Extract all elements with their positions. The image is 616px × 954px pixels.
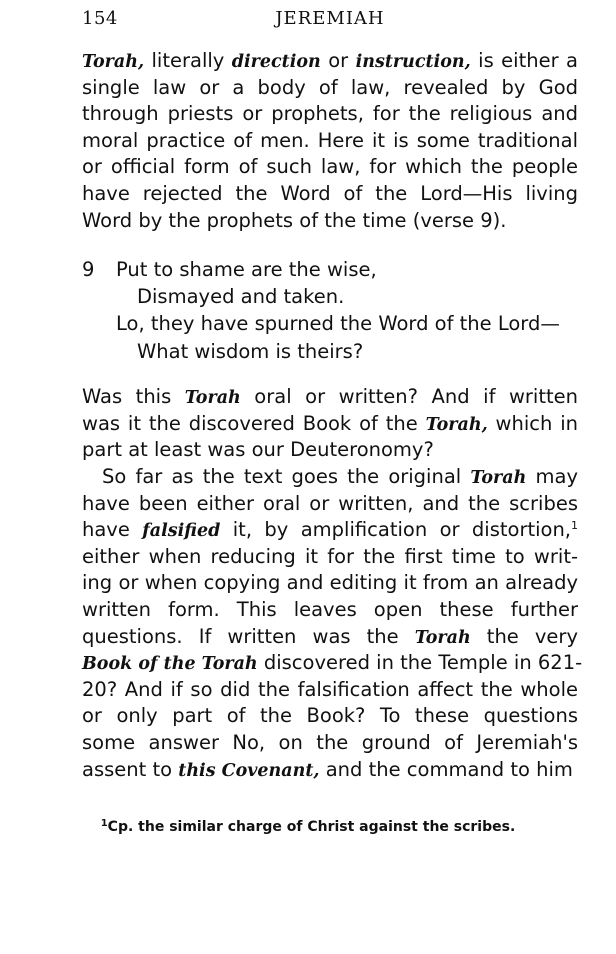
text-line bbox=[82, 650, 583, 677]
text-line bbox=[82, 517, 578, 544]
text-line bbox=[82, 75, 578, 102]
text-run: literally bbox=[144, 49, 232, 72]
footnote-mark: 1 bbox=[100, 818, 108, 829]
footnote-reference: 1 bbox=[571, 519, 579, 533]
text-run: may bbox=[526, 465, 578, 488]
verse-9-quotation bbox=[82, 256, 578, 365]
text-line bbox=[82, 677, 578, 704]
text-line bbox=[82, 48, 578, 75]
text-line bbox=[82, 411, 578, 438]
text-run: questions. If written was the bbox=[82, 624, 415, 648]
verse-line: What wisdom is theirs? bbox=[137, 339, 364, 363]
text-run: oral or written? And if written bbox=[240, 385, 578, 408]
text-run: it, by amplification or distortion, bbox=[220, 518, 572, 542]
text-run: either when reducing it for the first time to writ- bbox=[82, 544, 578, 568]
italic-term: Book of the Torah bbox=[82, 654, 258, 675]
text-run: assent to bbox=[82, 757, 179, 781]
text-run: the very bbox=[470, 624, 578, 648]
text-run: single law or a body of law, revealed by God bbox=[82, 75, 578, 99]
text-line bbox=[82, 544, 578, 571]
text-run: have been either oral or written, and the scribes bbox=[82, 491, 578, 515]
text-line bbox=[82, 597, 578, 624]
text-run: So far as the text goes the original bbox=[102, 465, 471, 488]
text-line bbox=[82, 730, 578, 757]
text-run: Was this bbox=[82, 385, 185, 408]
text-line bbox=[82, 570, 578, 597]
text-line bbox=[82, 437, 578, 464]
text-run: 20? And if so did the falsification affect the whole bbox=[82, 677, 578, 701]
footnote-text: Cp. the similar charge of Christ against the scribes. bbox=[107, 819, 516, 835]
italic-term: Torah bbox=[414, 627, 471, 648]
paragraph-oral-or-written bbox=[82, 384, 578, 464]
verse-line: Dismayed and taken. bbox=[137, 285, 345, 309]
verse-number: 9 bbox=[82, 258, 95, 281]
italic-term: falsified bbox=[142, 521, 221, 542]
page-header bbox=[82, 8, 578, 34]
verse-line bbox=[82, 256, 578, 283]
text-run: have bbox=[82, 518, 143, 542]
text-line bbox=[82, 384, 578, 411]
text-run: have rejected the Word of the Lord—His living bbox=[82, 181, 578, 205]
verse-line: Lo, they have spurned the Word of the Lord— bbox=[116, 312, 560, 336]
text-line bbox=[82, 464, 578, 491]
text-run: was it the discovered Book of the bbox=[82, 411, 426, 435]
text-line bbox=[82, 624, 578, 651]
text-run: part at least was our Deuteronomy? bbox=[82, 438, 434, 462]
italic-term: Torah, bbox=[425, 414, 488, 435]
text-run: discovered in the Temple in 621- bbox=[257, 651, 583, 675]
text-line bbox=[82, 101, 578, 128]
text-run: which in bbox=[487, 411, 578, 435]
text-line bbox=[82, 757, 578, 784]
text-line bbox=[82, 491, 578, 518]
paragraph-falsification bbox=[82, 464, 583, 783]
text-run: through priests or prophets, for the religious and bbox=[82, 102, 578, 126]
text-run: some answer No, on the ground of Jeremiah's bbox=[82, 730, 578, 754]
text-line bbox=[82, 154, 578, 181]
text-line bbox=[82, 703, 578, 730]
footnote bbox=[0, 819, 616, 835]
italic-term: this Covenant, bbox=[178, 760, 320, 781]
text-line bbox=[82, 181, 578, 208]
paragraph-torah-definition bbox=[82, 48, 578, 234]
italic-term: instruction, bbox=[355, 52, 471, 72]
text-line bbox=[82, 208, 578, 235]
text-run: Word by the prophets of the time (verse 9). bbox=[82, 208, 507, 232]
text-run: moral practice of men. Here it is some traditional bbox=[82, 128, 578, 152]
italic-term: Torah, bbox=[82, 52, 145, 72]
text-run: written form. This leaves open these further bbox=[82, 597, 578, 621]
text-run: and the command to him bbox=[319, 757, 573, 781]
text-run: or bbox=[320, 49, 356, 72]
page-number: 154 bbox=[82, 8, 118, 29]
text-run: or official form of such law, for which the people bbox=[82, 155, 578, 179]
italic-term: Torah bbox=[470, 468, 527, 488]
text-line bbox=[82, 128, 578, 155]
text-run: is either a bbox=[470, 49, 578, 72]
text-run: ing or when copying and editing it from an already bbox=[82, 571, 578, 595]
text-run: or only part of the Book? To these questions bbox=[82, 704, 578, 728]
italic-term: direction bbox=[231, 52, 321, 72]
verse-text: Put to shame are the wise, bbox=[116, 258, 377, 281]
italic-term: Torah bbox=[184, 388, 241, 408]
running-head: JEREMIAH bbox=[275, 8, 385, 29]
